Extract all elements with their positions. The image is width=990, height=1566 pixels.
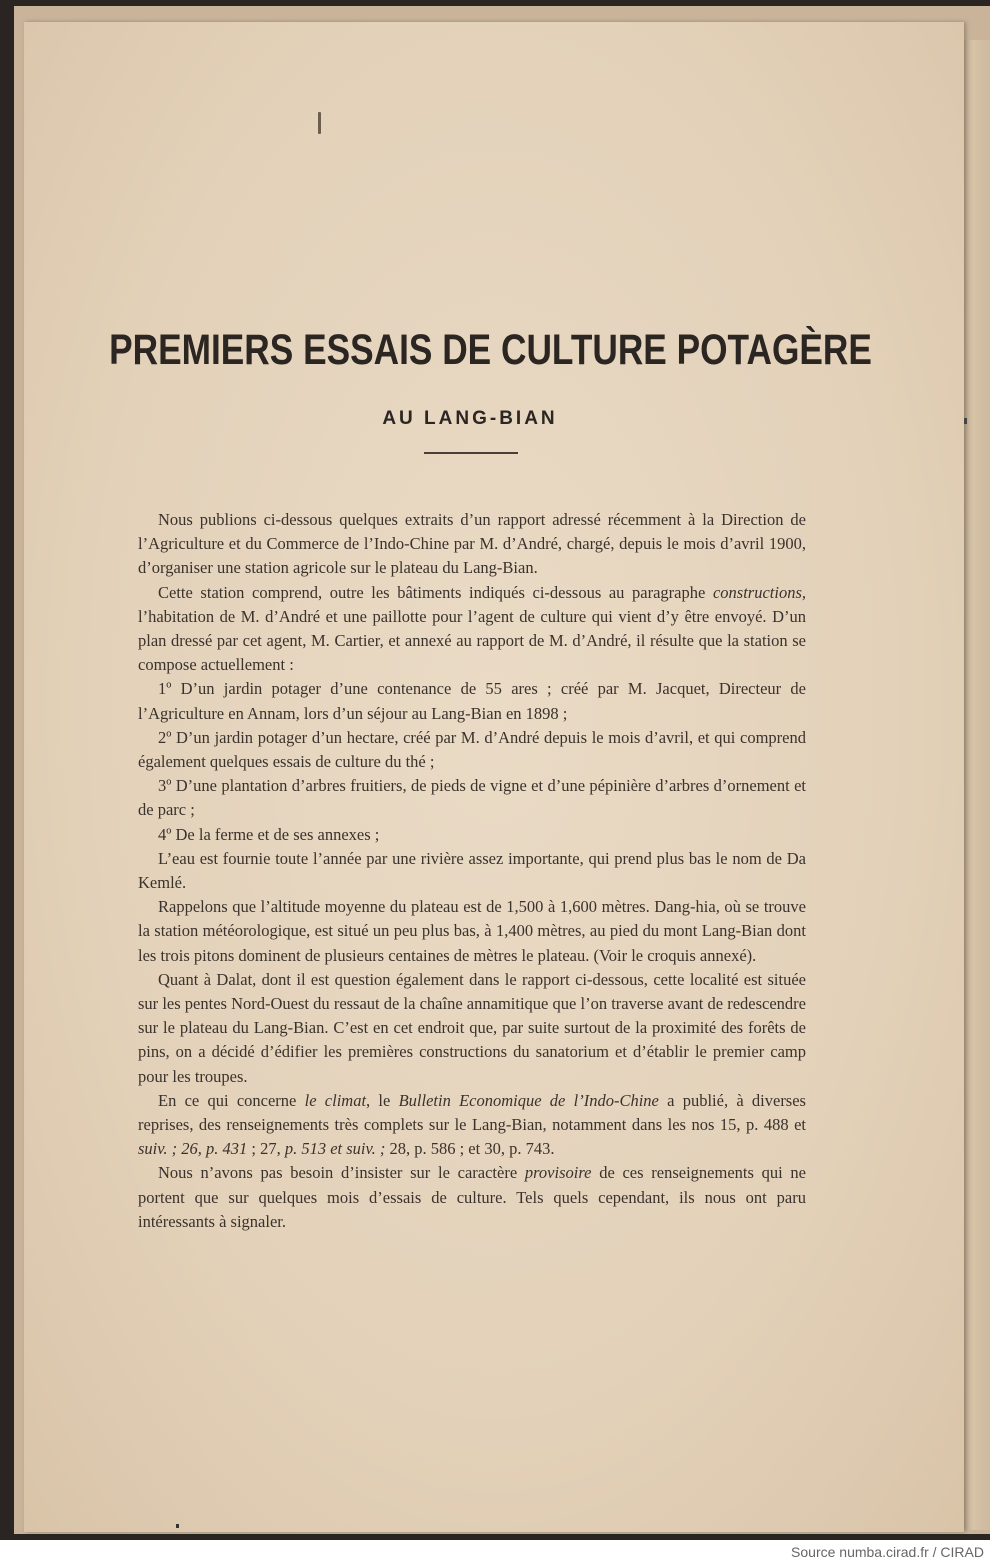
provisional-text-a: Nous n’avons pas besoin d’insister sur le caractère [158, 1163, 525, 1183]
paragraph-station-text-2: l’habitation de M. d’André et une paillotte pour l’agent de culture qui vient d’y être envoyé. D’un plan dressé par cet agent, M. Cartier, et annexé au rapport de M. d’André, il résulte que la station se compose actuellement : [138, 606, 806, 675]
paragraph-climate [138, 1089, 806, 1162]
climate-italic-b: le climat [304, 1090, 367, 1110]
climate-italic-f: suiv. ; 26, p. 431 [138, 1139, 248, 1159]
paragraph-intro: Nous publions ci-dessous quelques extraits d’un rapport adressé récemment à la Direction de l’Agriculture et du Commerce de l’Indo-Chine par M. d’André, chargé, depuis le mois d’avril 1900, d’organiser une station agricole sur le plateau du Lang-Bian. [138, 510, 806, 578]
article-title: PREMIERS ESSAIS DE CULTURE POTAGÈRE [109, 326, 872, 374]
paragraph-station [138, 581, 806, 678]
climate-text-i: 28, p. 586 ; et 30, p. 743. [385, 1139, 555, 1159]
article-subtitle: AU LANG-BIAN [382, 408, 558, 429]
article-body [138, 508, 806, 1234]
climate-italic-h: p. 513 et suiv. ; [284, 1139, 386, 1159]
facing-page-edge [962, 40, 990, 1530]
paragraph-water: L’eau est fournie toute l’année par une rivière assez importante, qui prend plus bas le nom de Da Kemlé. [138, 848, 806, 893]
climate-text-a: En ce qui concerne [158, 1090, 305, 1110]
climate-text-c: , le [366, 1090, 399, 1110]
climate-text-g: ; 27, [247, 1139, 285, 1159]
list-item-4: 4º De la ferme et de ses annexes ; [158, 824, 380, 844]
list-item-1: 1º D’un jardin potager d’une contenance de 55 ares ; créé par M. Jacquet, Directeur de l’Agriculture en Annam, lors d’un séjour au Lang-Bian en 1898 ; [138, 679, 806, 723]
climate-text-e: a publié, à diverses reprises, des renseignements très complets sur le Lang-Bian, notamment dans les nos 15, p. 488 et [138, 1090, 806, 1135]
margin-mark [964, 418, 967, 424]
paragraph-station-text-1: Cette station comprend, outre les bâtiments indiqués ci-dessous au paragraphe [158, 582, 713, 602]
page-speck [176, 1524, 179, 1528]
provisional-text-c: de ces renseignements qui ne portent que sur quelques mois d’essais de culture. Tels quels cependant, ils nous ont paru intéressants à signaler. [138, 1163, 806, 1231]
list-item-2: 2º D’un jardin potager d’un hectare, créé par M. d’André depuis le mois d’avril, et qui comprend également quelques essais de culture du thé ; [138, 727, 806, 772]
paragraph-dalat: Quant à Dalat, dont il est question également dans le rapport ci-dessous, cette localité est située sur les pentes Nord-Ouest du ressaut de la chaîne annamitique que l’on traverse avant de redescendre sur le plateau du Lang-Bian. C’est en cet endroit que, par suite surtout de la proximité des forêts de pins, on a décidé d’édifier les premières constructions du sanatorium et d’établir le premier camp pour les troupes. [138, 969, 806, 1086]
source-credit: Source numba.cirad.fr / CIRAD [791, 1544, 984, 1560]
provisional-italic: provisoire [524, 1163, 592, 1183]
list-item-3: 3º D’une plantation d’arbres fruitiers, de pieds de vigne et d’une pépinière d’arbres d’ornement et de parc ; [138, 776, 806, 820]
paragraph-altitude: Rappelons que l’altitude moyenne du plateau est de 1,500 à 1,600 mètres. Dang-hia, où se trouve la station météorologique, est situé un peu plus bas, à 1,400 mètres, au pied du mont Lang-Bian dont les trois pitons dominent de plusieurs centaines de mètres le plateau. (Voir le croquis annexé). [138, 897, 806, 965]
paragraph-provisional [138, 1161, 806, 1234]
climate-italic-d: Bulletin Economique de l’Indo-Chine [398, 1090, 659, 1110]
title-rule [424, 452, 518, 454]
ink-mark [318, 112, 321, 134]
paragraph-station-italic: constructions, [712, 582, 806, 602]
